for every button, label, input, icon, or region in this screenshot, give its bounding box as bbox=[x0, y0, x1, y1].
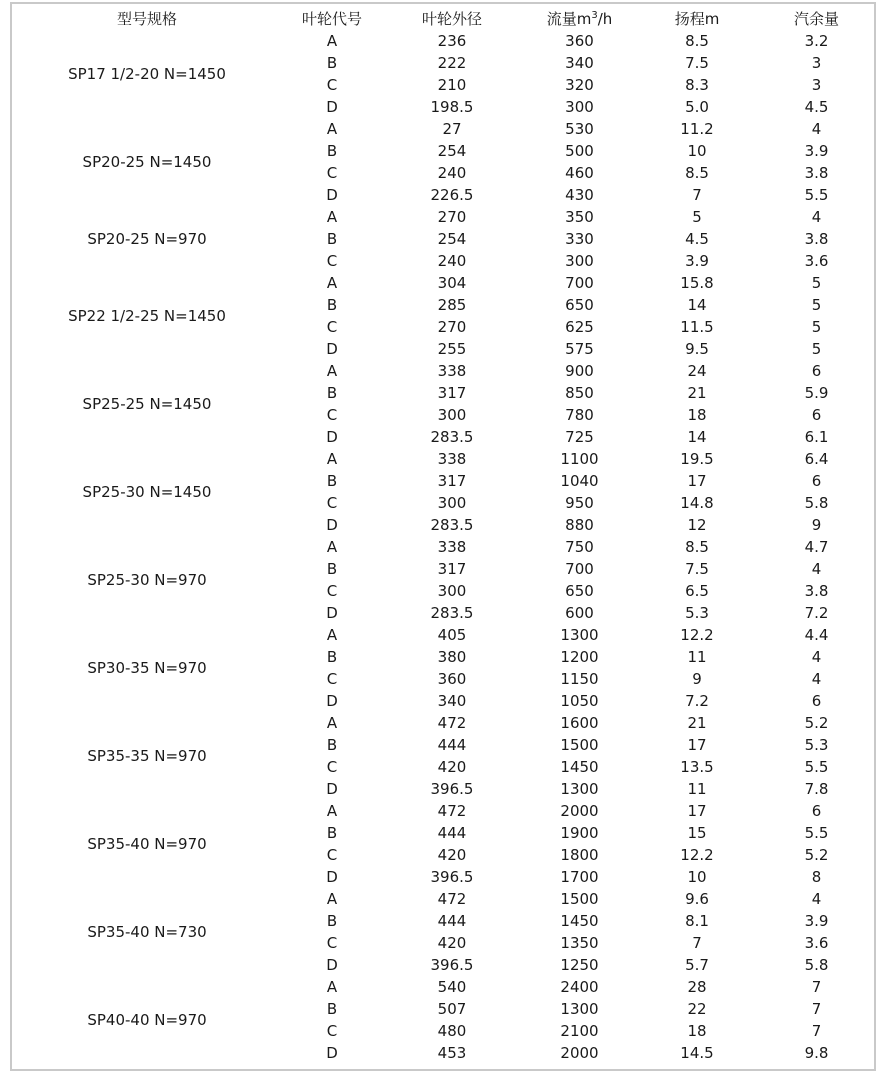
impeller-code-cell: D bbox=[326, 692, 338, 710]
head-cell: 6.5 bbox=[685, 582, 709, 600]
impeller-code-cell: A bbox=[326, 274, 338, 292]
table-row bbox=[12, 536, 876, 558]
npsh-cell: 7.8 bbox=[804, 780, 829, 798]
table-row bbox=[12, 712, 876, 734]
npsh-cell: 8 bbox=[811, 868, 822, 886]
head-cell: 7.5 bbox=[685, 54, 709, 72]
impeller-diameter-cell: 317 bbox=[437, 472, 467, 490]
impeller-diameter-cell: 27 bbox=[442, 120, 462, 138]
model-cell: SP22 1/2-25 N=1450 bbox=[68, 307, 226, 325]
flow-cell: 1050 bbox=[560, 692, 599, 710]
header-flow bbox=[522, 8, 637, 30]
head-cell: 10 bbox=[687, 142, 707, 160]
impeller-diameter-cell: 472 bbox=[437, 890, 467, 908]
head-cell: 24 bbox=[687, 362, 707, 380]
flow-cell: 1040 bbox=[560, 472, 599, 490]
impeller-diameter-cell: 360 bbox=[437, 670, 467, 688]
npsh-cell: 9 bbox=[811, 516, 822, 534]
npsh-cell: 5.9 bbox=[804, 384, 829, 402]
flow-cell: 850 bbox=[565, 384, 594, 402]
impeller-diameter-cell: 198.5 bbox=[430, 98, 474, 116]
flow-cell: 700 bbox=[565, 274, 594, 292]
flow-cell: 750 bbox=[565, 538, 594, 556]
impeller-code-cell: A bbox=[326, 978, 338, 996]
flow-cell: 650 bbox=[565, 296, 594, 314]
impeller-code-cell: C bbox=[326, 76, 338, 94]
head-cell: 13.5 bbox=[680, 758, 714, 776]
head-cell: 17 bbox=[687, 736, 707, 754]
flow-cell: 530 bbox=[565, 120, 594, 138]
impeller-diameter-cell: 300 bbox=[437, 494, 467, 512]
model-cell: SP20-25 N=970 bbox=[87, 230, 207, 248]
impeller-diameter-cell: 405 bbox=[437, 626, 467, 644]
flow-cell: 1900 bbox=[560, 824, 599, 842]
impeller-code-cell: A bbox=[326, 208, 338, 226]
header-head: 扬程m bbox=[674, 10, 720, 28]
impeller-code-cell: A bbox=[326, 890, 338, 908]
header-impeller-code: 叶轮代号 bbox=[301, 10, 362, 28]
head-cell: 9.5 bbox=[685, 340, 709, 358]
head-cell: 22 bbox=[687, 1000, 707, 1018]
impeller-code-cell: B bbox=[326, 54, 338, 72]
flow-cell: 575 bbox=[565, 340, 594, 358]
flow-cell: 2000 bbox=[560, 802, 599, 820]
head-cell: 28 bbox=[687, 978, 707, 996]
impeller-diameter-cell: 420 bbox=[437, 934, 467, 952]
header-row bbox=[12, 8, 876, 30]
head-cell: 14.8 bbox=[680, 494, 714, 512]
impeller-code-cell: D bbox=[326, 1044, 338, 1062]
impeller-code-cell: B bbox=[326, 142, 338, 160]
impeller-diameter-cell: 283.5 bbox=[430, 516, 474, 534]
impeller-diameter-cell: 453 bbox=[437, 1044, 467, 1062]
flow-cell: 1300 bbox=[560, 626, 599, 644]
impeller-code-cell: B bbox=[326, 736, 338, 754]
header-flow-sup: 3 bbox=[591, 10, 598, 21]
npsh-cell: 6 bbox=[811, 472, 822, 490]
head-cell: 7.2 bbox=[685, 692, 709, 710]
head-cell: 8.1 bbox=[685, 912, 709, 930]
impeller-diameter-cell: 420 bbox=[437, 846, 467, 864]
impeller-code-cell: C bbox=[326, 164, 338, 182]
flow-cell: 600 bbox=[565, 604, 594, 622]
impeller-code-cell: D bbox=[326, 780, 338, 798]
flow-cell: 1250 bbox=[560, 956, 599, 974]
npsh-cell: 5 bbox=[811, 274, 822, 292]
flow-cell: 1100 bbox=[560, 450, 599, 468]
flow-cell: 650 bbox=[565, 582, 594, 600]
npsh-cell: 7 bbox=[811, 1022, 822, 1040]
head-cell: 8.5 bbox=[685, 164, 709, 182]
impeller-diameter-cell: 240 bbox=[437, 252, 467, 270]
flow-cell: 1700 bbox=[560, 868, 599, 886]
npsh-cell: 3.9 bbox=[804, 912, 829, 930]
impeller-diameter-cell: 338 bbox=[437, 450, 467, 468]
impeller-diameter-cell: 300 bbox=[437, 582, 467, 600]
npsh-cell: 3.8 bbox=[804, 230, 829, 248]
impeller-diameter-cell: 396.5 bbox=[430, 956, 474, 974]
head-cell: 9 bbox=[692, 670, 702, 688]
head-cell: 17 bbox=[687, 802, 707, 820]
impeller-code-cell: C bbox=[326, 318, 338, 336]
npsh-cell: 6.1 bbox=[804, 428, 829, 446]
flow-cell: 2000 bbox=[560, 1044, 599, 1062]
head-cell: 8.5 bbox=[685, 32, 709, 50]
flow-cell: 1450 bbox=[560, 912, 599, 930]
table-row bbox=[12, 272, 876, 294]
npsh-cell: 7 bbox=[811, 1000, 822, 1018]
head-cell: 18 bbox=[687, 406, 707, 424]
flow-cell: 1200 bbox=[560, 648, 599, 666]
impeller-diameter-cell: 285 bbox=[437, 296, 467, 314]
head-cell: 11.5 bbox=[680, 318, 714, 336]
flow-cell: 1500 bbox=[560, 736, 599, 754]
impeller-diameter-cell: 338 bbox=[437, 362, 467, 380]
impeller-diameter-cell: 283.5 bbox=[430, 428, 474, 446]
table-row bbox=[12, 624, 876, 646]
npsh-cell: 4 bbox=[811, 120, 822, 138]
npsh-cell: 5.5 bbox=[804, 824, 829, 842]
impeller-diameter-cell: 317 bbox=[437, 560, 467, 578]
impeller-diameter-cell: 254 bbox=[437, 230, 467, 248]
impeller-code-cell: A bbox=[326, 538, 338, 556]
flow-cell: 900 bbox=[565, 362, 594, 380]
impeller-diameter-cell: 222 bbox=[437, 54, 467, 72]
npsh-cell: 3.9 bbox=[804, 142, 829, 160]
impeller-diameter-cell: 507 bbox=[437, 1000, 467, 1018]
npsh-cell: 5 bbox=[811, 318, 822, 336]
pump-spec-table bbox=[12, 8, 876, 1064]
flow-cell: 1350 bbox=[560, 934, 599, 952]
npsh-cell: 4.7 bbox=[804, 538, 829, 556]
impeller-diameter-cell: 254 bbox=[437, 142, 467, 160]
impeller-code-cell: B bbox=[326, 296, 338, 314]
head-cell: 15.8 bbox=[680, 274, 714, 292]
header-flow-base: 流量m bbox=[546, 10, 592, 28]
header-flow-tail: /h bbox=[597, 10, 613, 28]
head-cell: 11 bbox=[687, 648, 707, 666]
impeller-code-cell: D bbox=[326, 428, 338, 446]
table-row bbox=[12, 206, 876, 228]
impeller-code-cell: D bbox=[326, 956, 338, 974]
head-cell: 10 bbox=[687, 868, 707, 886]
impeller-code-cell: B bbox=[326, 230, 338, 248]
header-model: 型号规格 bbox=[116, 10, 177, 28]
impeller-code-cell: D bbox=[326, 340, 338, 358]
head-cell: 21 bbox=[687, 384, 707, 402]
npsh-cell: 4 bbox=[811, 890, 822, 908]
model-cell: SP35-40 N=730 bbox=[87, 923, 207, 941]
model-cell: SP17 1/2-20 N=1450 bbox=[68, 65, 226, 83]
impeller-code-cell: D bbox=[326, 516, 338, 534]
npsh-cell: 3 bbox=[811, 54, 822, 72]
npsh-cell: 6 bbox=[811, 802, 822, 820]
impeller-code-cell: A bbox=[326, 450, 338, 468]
impeller-diameter-cell: 340 bbox=[437, 692, 467, 710]
impeller-diameter-cell: 210 bbox=[437, 76, 467, 94]
impeller-code-cell: A bbox=[326, 714, 338, 732]
impeller-code-cell: C bbox=[326, 670, 338, 688]
impeller-diameter-cell: 300 bbox=[437, 406, 467, 424]
head-cell: 12.2 bbox=[680, 626, 714, 644]
head-cell: 4.5 bbox=[685, 230, 709, 248]
npsh-cell: 5.5 bbox=[804, 186, 829, 204]
flow-cell: 500 bbox=[565, 142, 594, 160]
npsh-cell: 6 bbox=[811, 406, 822, 424]
flow-cell: 2100 bbox=[560, 1022, 599, 1040]
impeller-code-cell: D bbox=[326, 868, 338, 886]
flow-cell: 1300 bbox=[560, 780, 599, 798]
head-cell: 19.5 bbox=[680, 450, 714, 468]
model-cell: SP25-30 N=970 bbox=[87, 571, 207, 589]
npsh-cell: 5.8 bbox=[804, 494, 829, 512]
npsh-cell: 3.8 bbox=[804, 164, 829, 182]
impeller-code-cell: B bbox=[326, 648, 338, 666]
impeller-code-cell: A bbox=[326, 32, 338, 50]
npsh-cell: 5.2 bbox=[804, 714, 829, 732]
npsh-cell: 5.5 bbox=[804, 758, 829, 776]
npsh-cell: 4 bbox=[811, 208, 822, 226]
flow-cell: 1450 bbox=[560, 758, 599, 776]
flow-cell: 360 bbox=[565, 32, 594, 50]
npsh-cell: 3.2 bbox=[804, 32, 829, 50]
npsh-cell: 3 bbox=[811, 76, 822, 94]
impeller-diameter-cell: 226.5 bbox=[430, 186, 474, 204]
head-cell: 7 bbox=[692, 186, 702, 204]
impeller-code-cell: C bbox=[326, 582, 338, 600]
head-cell: 5.0 bbox=[685, 98, 709, 116]
impeller-diameter-cell: 396.5 bbox=[430, 780, 474, 798]
model-cell: SP30-35 N=970 bbox=[87, 659, 207, 677]
impeller-diameter-cell: 472 bbox=[437, 802, 467, 820]
impeller-diameter-cell: 420 bbox=[437, 758, 467, 776]
flow-cell: 1800 bbox=[560, 846, 599, 864]
npsh-cell: 5 bbox=[811, 296, 822, 314]
npsh-cell: 3.6 bbox=[804, 252, 829, 270]
head-cell: 14 bbox=[687, 296, 707, 314]
flow-cell: 1150 bbox=[560, 670, 599, 688]
flow-cell: 1500 bbox=[560, 890, 599, 908]
impeller-code-cell: C bbox=[326, 934, 338, 952]
impeller-diameter-cell: 270 bbox=[437, 318, 467, 336]
npsh-cell: 5.8 bbox=[804, 956, 829, 974]
npsh-cell: 4 bbox=[811, 560, 822, 578]
impeller-code-cell: A bbox=[326, 362, 338, 380]
table-row bbox=[12, 976, 876, 998]
model-cell: SP35-40 N=970 bbox=[87, 835, 207, 853]
impeller-code-cell: B bbox=[326, 384, 338, 402]
flow-cell: 300 bbox=[565, 98, 594, 116]
npsh-cell: 6.4 bbox=[804, 450, 829, 468]
flow-cell: 2400 bbox=[560, 978, 599, 996]
model-cell: SP20-25 N=1450 bbox=[82, 153, 212, 171]
impeller-code-cell: A bbox=[326, 626, 338, 644]
impeller-diameter-cell: 396.5 bbox=[430, 868, 474, 886]
impeller-diameter-cell: 255 bbox=[437, 340, 467, 358]
flow-cell: 625 bbox=[565, 318, 594, 336]
impeller-code-cell: C bbox=[326, 846, 338, 864]
impeller-diameter-cell: 317 bbox=[437, 384, 467, 402]
impeller-diameter-cell: 283.5 bbox=[430, 604, 474, 622]
head-cell: 21 bbox=[687, 714, 707, 732]
npsh-cell: 7 bbox=[811, 978, 822, 996]
impeller-diameter-cell: 338 bbox=[437, 538, 467, 556]
table-row bbox=[12, 360, 876, 382]
flow-cell: 725 bbox=[565, 428, 594, 446]
head-cell: 14.5 bbox=[680, 1044, 714, 1062]
impeller-diameter-cell: 380 bbox=[437, 648, 467, 666]
table-row bbox=[12, 30, 876, 52]
head-cell: 9.6 bbox=[685, 890, 709, 908]
npsh-cell: 6 bbox=[811, 362, 822, 380]
impeller-diameter-cell: 444 bbox=[437, 736, 467, 754]
npsh-cell: 4 bbox=[811, 670, 822, 688]
impeller-diameter-cell: 444 bbox=[437, 912, 467, 930]
npsh-cell: 9.8 bbox=[804, 1044, 829, 1062]
impeller-code-cell: C bbox=[326, 406, 338, 424]
flow-cell: 1300 bbox=[560, 1000, 599, 1018]
head-cell: 12.2 bbox=[680, 846, 714, 864]
impeller-diameter-cell: 472 bbox=[437, 714, 467, 732]
head-cell: 12 bbox=[687, 516, 707, 534]
impeller-code-cell: C bbox=[326, 252, 338, 270]
model-cell: SP25-30 N=1450 bbox=[82, 483, 212, 501]
flow-cell: 1600 bbox=[560, 714, 599, 732]
table-row bbox=[12, 800, 876, 822]
impeller-diameter-cell: 540 bbox=[437, 978, 467, 996]
flow-cell: 950 bbox=[565, 494, 594, 512]
table-body bbox=[12, 30, 876, 1064]
impeller-code-cell: B bbox=[326, 824, 338, 842]
flow-cell: 460 bbox=[565, 164, 594, 182]
head-cell: 5.7 bbox=[685, 956, 709, 974]
head-cell: 8.3 bbox=[685, 76, 709, 94]
head-cell: 18 bbox=[687, 1022, 707, 1040]
head-cell: 14 bbox=[687, 428, 707, 446]
npsh-cell: 4.4 bbox=[804, 626, 829, 644]
table-row bbox=[12, 118, 876, 140]
head-cell: 11.2 bbox=[680, 120, 714, 138]
flow-cell: 340 bbox=[565, 54, 594, 72]
npsh-cell: 5.3 bbox=[804, 736, 829, 754]
head-cell: 5.3 bbox=[685, 604, 709, 622]
head-cell: 7.5 bbox=[685, 560, 709, 578]
impeller-code-cell: C bbox=[326, 758, 338, 776]
impeller-diameter-cell: 480 bbox=[437, 1022, 467, 1040]
impeller-code-cell: B bbox=[326, 472, 338, 490]
model-cell: SP40-40 N=970 bbox=[87, 1011, 207, 1029]
impeller-code-cell: B bbox=[326, 912, 338, 930]
npsh-cell: 4.5 bbox=[804, 98, 829, 116]
impeller-code-cell: A bbox=[326, 120, 338, 138]
model-cell: SP25-25 N=1450 bbox=[82, 395, 212, 413]
impeller-code-cell: D bbox=[326, 98, 338, 116]
flow-cell: 700 bbox=[565, 560, 594, 578]
flow-cell: 300 bbox=[565, 252, 594, 270]
head-cell: 15 bbox=[687, 824, 707, 842]
head-cell: 5 bbox=[692, 208, 702, 226]
head-cell: 8.5 bbox=[685, 538, 709, 556]
header-npsh: 汽余量 bbox=[793, 10, 839, 28]
npsh-cell: 3.6 bbox=[804, 934, 829, 952]
flow-cell: 880 bbox=[565, 516, 594, 534]
head-cell: 17 bbox=[687, 472, 707, 490]
npsh-cell: 7.2 bbox=[804, 604, 829, 622]
npsh-cell: 6 bbox=[811, 692, 822, 710]
npsh-cell: 3.8 bbox=[804, 582, 829, 600]
npsh-cell: 5.2 bbox=[804, 846, 829, 864]
flow-cell: 320 bbox=[565, 76, 594, 94]
npsh-cell: 4 bbox=[811, 648, 822, 666]
table-row bbox=[12, 448, 876, 470]
impeller-code-cell: C bbox=[326, 494, 338, 512]
impeller-code-cell: B bbox=[326, 1000, 338, 1018]
flow-cell: 430 bbox=[565, 186, 594, 204]
model-cell: SP35-35 N=970 bbox=[87, 747, 207, 765]
npsh-cell: 5 bbox=[811, 340, 822, 358]
head-cell: 3.9 bbox=[685, 252, 709, 270]
impeller-diameter-cell: 236 bbox=[437, 32, 467, 50]
impeller-diameter-cell: 304 bbox=[437, 274, 467, 292]
impeller-diameter-cell: 444 bbox=[437, 824, 467, 842]
impeller-code-cell: A bbox=[326, 802, 338, 820]
flow-cell: 350 bbox=[565, 208, 594, 226]
impeller-code-cell: D bbox=[326, 604, 338, 622]
impeller-code-cell: C bbox=[326, 1022, 338, 1040]
head-cell: 7 bbox=[692, 934, 702, 952]
impeller-code-cell: B bbox=[326, 560, 338, 578]
impeller-code-cell: D bbox=[326, 186, 338, 204]
impeller-diameter-cell: 240 bbox=[437, 164, 467, 182]
header-impeller-diameter: 叶轮外径 bbox=[421, 10, 482, 28]
flow-cell: 330 bbox=[565, 230, 594, 248]
impeller-diameter-cell: 270 bbox=[437, 208, 467, 226]
head-cell: 11 bbox=[687, 780, 707, 798]
flow-cell: 780 bbox=[565, 406, 594, 424]
table-row bbox=[12, 888, 876, 910]
